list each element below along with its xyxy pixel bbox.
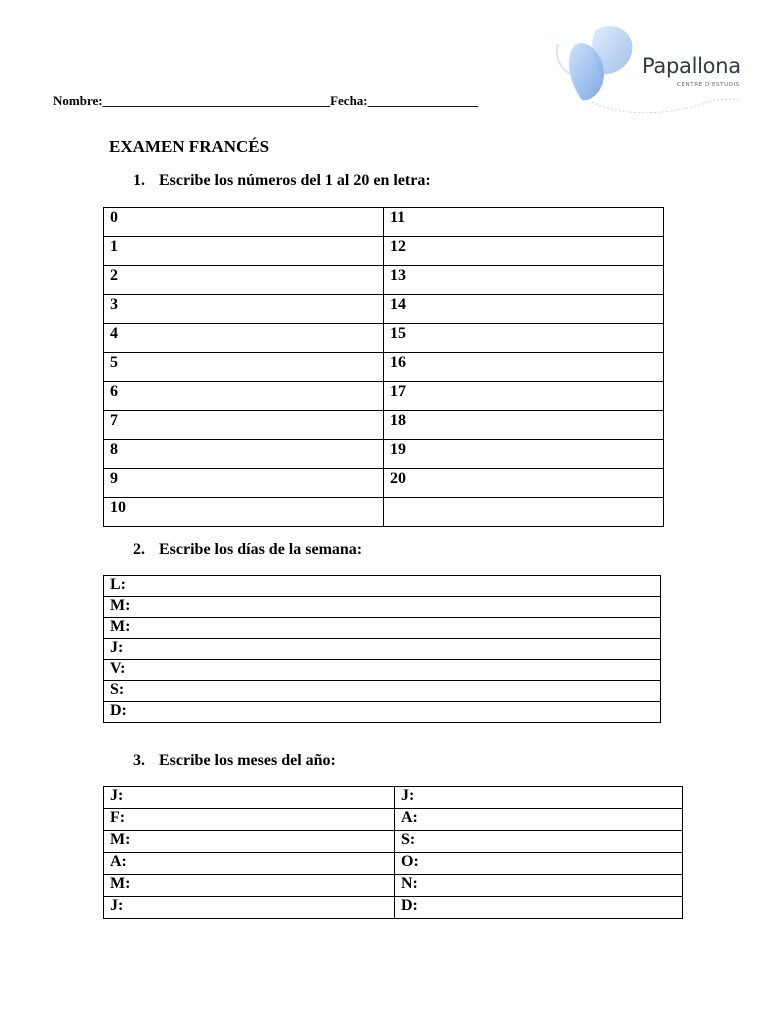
name-date-line: Nombre:___________________________________Fecha:_________________: [53, 93, 479, 108]
table-row: [104, 469, 664, 498]
table-row: [104, 853, 683, 875]
answer-cell[interactable]: 5: [104, 353, 384, 382]
table-row: [104, 353, 664, 382]
table-row: [104, 831, 683, 853]
question-number: 1.: [133, 172, 145, 189]
answer-cell[interactable]: A:: [395, 809, 683, 831]
table-row: [104, 324, 664, 353]
answer-cell[interactable]: 6: [104, 382, 384, 411]
answer-cell[interactable]: 15: [384, 324, 664, 353]
table-row: [104, 208, 664, 237]
table-row: [104, 382, 664, 411]
answer-cell[interactable]: 4: [104, 324, 384, 353]
answer-cell[interactable]: 13: [384, 266, 664, 295]
answer-cell[interactable]: N:: [395, 875, 683, 897]
answer-cell[interactable]: 8: [104, 440, 384, 469]
table-row: [104, 809, 683, 831]
question-text: Escribe los meses del año:: [159, 752, 336, 769]
table-row: [104, 618, 661, 639]
table-row: [104, 266, 664, 295]
answer-cell[interactable]: 10: [104, 498, 384, 527]
answer-cell[interactable]: 14: [384, 295, 664, 324]
question-1: [133, 172, 431, 190]
answer-cell[interactable]: V:: [104, 660, 661, 681]
months-table: [103, 786, 683, 919]
table-row: [104, 597, 661, 618]
answer-cell[interactable]: 2: [104, 266, 384, 295]
answer-cell[interactable]: 20: [384, 469, 664, 498]
table-row: [104, 639, 661, 660]
exam-title: EXAMEN FRANCÉS: [109, 137, 270, 156]
answer-cell[interactable]: 17: [384, 382, 664, 411]
table-row: [104, 875, 683, 897]
table-row: [104, 702, 661, 723]
question-text: Escribe los días de la semana:: [159, 541, 363, 558]
table-row: [104, 295, 664, 324]
answer-cell[interactable]: D:: [104, 702, 661, 723]
answer-cell[interactable]: M:: [104, 618, 661, 639]
answer-cell[interactable]: D:: [395, 897, 683, 919]
logo-name: Papallona: [642, 54, 741, 78]
table-row: [104, 660, 661, 681]
answer-cell[interactable]: S:: [104, 681, 661, 702]
days-table: [103, 575, 661, 723]
answer-cell[interactable]: [384, 498, 664, 527]
question-number: 3.: [133, 752, 145, 769]
answer-cell[interactable]: 9: [104, 469, 384, 498]
answer-cell[interactable]: M:: [104, 597, 661, 618]
table-row: [104, 897, 683, 919]
table-row: [104, 440, 664, 469]
answer-cell[interactable]: 1: [104, 237, 384, 266]
table-row: [104, 411, 664, 440]
table-row: [104, 576, 661, 597]
answer-cell[interactable]: 3: [104, 295, 384, 324]
answer-cell[interactable]: 7: [104, 411, 384, 440]
answer-cell[interactable]: J:: [395, 787, 683, 809]
table-row: [104, 787, 683, 809]
question-2: [133, 541, 362, 559]
question-3: [133, 752, 336, 770]
table-row: [104, 237, 664, 266]
answer-cell[interactable]: F:: [104, 809, 395, 831]
answer-cell[interactable]: O:: [395, 853, 683, 875]
answer-cell[interactable]: J:: [104, 639, 661, 660]
question-text: Escribe los números del 1 al 20 en letra:: [159, 172, 431, 189]
answer-cell[interactable]: 16: [384, 353, 664, 382]
answer-cell[interactable]: 19: [384, 440, 664, 469]
answer-cell[interactable]: J:: [104, 897, 395, 919]
answer-cell[interactable]: 18: [384, 411, 664, 440]
answer-cell[interactable]: A:: [104, 853, 395, 875]
answer-cell[interactable]: L:: [104, 576, 661, 597]
answer-cell[interactable]: M:: [104, 875, 395, 897]
table-row: [104, 498, 664, 527]
numbers-table: [103, 207, 664, 527]
answer-cell[interactable]: M:: [104, 831, 395, 853]
table-row: [104, 681, 661, 702]
question-number: 2.: [133, 541, 145, 558]
answer-cell[interactable]: S:: [395, 831, 683, 853]
answer-cell[interactable]: 0: [104, 208, 384, 237]
answer-cell[interactable]: 12: [384, 237, 664, 266]
logo-subtitle: CENTRE D'ESTUDIS: [677, 82, 740, 88]
answer-cell[interactable]: 11: [384, 208, 664, 237]
answer-cell[interactable]: J:: [104, 787, 395, 809]
